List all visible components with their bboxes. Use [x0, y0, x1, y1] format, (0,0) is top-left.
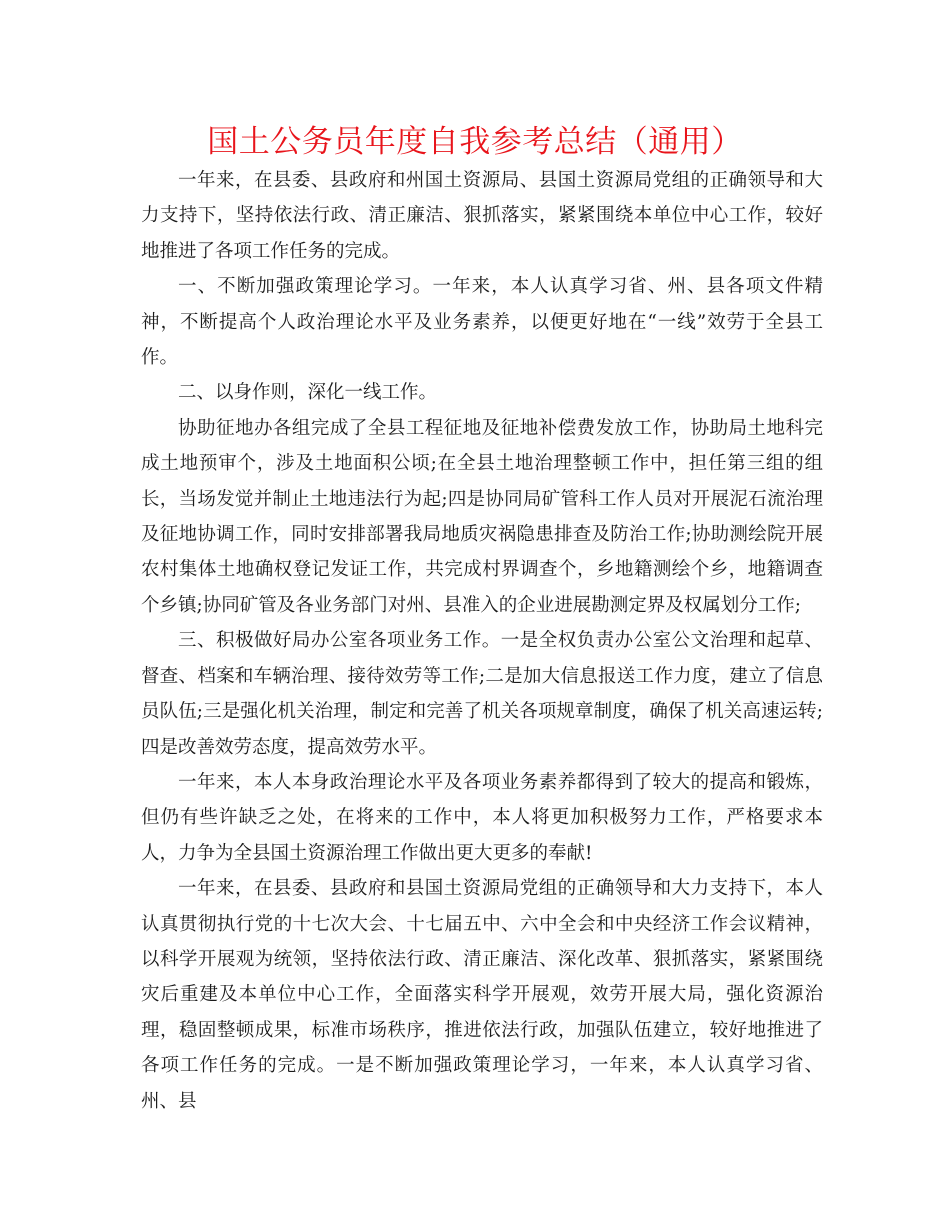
paragraph-section-3: 三、积极做好局办公室各项业务工作。一是全权负责办公室公文治理和起草、督查、档案和车辆治理、接待效劳等工作;二是加大信息报送工作力度，建立了信息员队伍;三是强化机关治理，制定和完善了机关各项规章制度，确保了机关高速运转;四是改善效劳态度，提高效劳水平。: [141, 630, 823, 758]
paragraph-second-intro: 一年来，在县委、县政府和县国土资源局党组的正确领导和大力支持下，本人认真贯彻执行党的十七次大会、十七届五中、六中全会和中央经济工作会议精神，以科学开展观为统领，坚持依法行政、清正廉洁、深化改革、狠抓落实，紧紧围绕灾后重建及本单位中心工作，全面落实科学开展观，效劳开展大局，强化资源治理，稳固整顿成果，标准市场秩序，推进依法行政，加强队伍建立，较好地推进了各项工作任务的完成。一是不断加强政策理论学习，一年来，本人认真学习省、州、县: [141, 878, 823, 1112]
paragraph-section-1: 一、不断加强政策理论学习。一年来，本人认真学习省、州、县各项文件精神，不断提高个人政治理论水平及业务素养，以便更好地在“一线”效劳于全县工作。: [141, 276, 823, 369]
paragraph-summary: 一年来，本人本身政治理论水平及各项业务素养都得到了较大的提高和锻炼，但仍有些许缺乏之处，在将来的工作中，本人将更加积极努力工作，严格要求本人，力争为全县国土资源治理工作做出更大更多的奉献!: [141, 771, 823, 864]
document-title: 国土公务员年度自我参考总结（通用）: [207, 124, 743, 160]
paragraph-section-2-heading: 二、以身作则，深化一线工作。: [178, 382, 438, 404]
paragraph-section-2-body: 协助征地办各组完成了全县工程征地及征地补偿费发放工作，协助局土地科完成土地预审个，涉及土地面积公顷;在全县土地治理整顿工作中，担任第三组的组长，当场发觉并制止土地违法行为起;四是协同局矿管科工作人员对开展泥石流治理及征地协调工作，同时安排部署我局地质灾祸隐患排查及防治工作;协助测绘院开展农村集体土地确权登记发证工作，共完成村界调查个，乡地籍测绘个乡，地籍调查个乡镇;协同矿管及各业务部门对州、县准入的企业进展勘测定界及权属划分工作;: [141, 417, 823, 616]
paragraph-intro: 一年来，在县委、县政府和州国土资源局、县国土资源局党组的正确领导和大力支持下，坚持依法行政、清正廉洁、狠抓落实，紧紧围绕本单位中心工作，较好地推进了各项工作任务的完成。: [141, 170, 823, 262]
document-body: [141, 163, 823, 1119]
